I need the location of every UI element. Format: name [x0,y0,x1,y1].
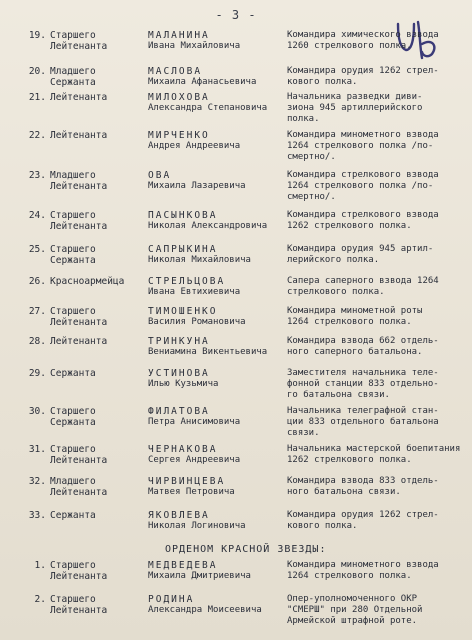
entry-name [148,276,288,298]
entry-number: 1. [34,560,46,571]
entry-name [148,30,288,52]
entry-surname: МАЛАНИНА [148,30,210,41]
award-entry [0,444,472,478]
award-entry [0,170,472,204]
entry-rank: Лейтенанта [50,130,108,141]
entry-position: Заместителя начальника теле- фонной станции 833 отдельно- го батальона связи. [287,368,439,400]
entry-given-names: Николая Александровича [148,221,268,231]
entry-position: Командира стрелкового взвода 1264 стрелкового полка /по- смертно/. [287,170,439,202]
entry-number: 24. [28,210,46,221]
entry-name [148,244,288,266]
award-entry [0,210,472,244]
entry-position: Командира орудия 945 артил- лерийского полка. [287,244,434,265]
entry-surname: ЧИРВИНЦЕВА [148,476,226,487]
entry-rank: Лейтенанта [50,336,108,347]
award-entry [0,368,472,402]
entry-name [148,560,288,582]
entry-rank: Старшего Лейтенанта [50,306,108,328]
entry-number: 31. [28,444,46,455]
entry-surname: ТИМОШЕНКО [148,306,218,317]
entry-position: Сапера саперного взвода 1264 стрелкового полка. [287,276,439,297]
entry-number: 26. [28,276,46,287]
award-entry [0,276,472,310]
award-entry [0,336,472,370]
entry-surname: МЕДВЕДЕВА [148,560,218,571]
entry-position: Командира орудия 1262 стрел- кового полка. [287,510,439,531]
entry-position: Начальника телеграфной стан- ции 833 отдельного батальона связи. [287,406,439,438]
award-entry [0,560,472,594]
entry-surname: ПАСЫНКОВА [148,210,218,221]
entry-number: 20. [28,66,46,77]
entry-number: 25. [28,244,46,255]
entry-rank: Сержанта [50,368,96,379]
entry-given-names: Николая Михайловича [148,255,251,265]
section-heading: ОРДЕНОМ КРАСНОЙ ЗВЕЗДЫ: [165,544,327,555]
entry-name [148,92,288,114]
entry-surname: ТРИНКУНА [148,336,210,347]
entry-position: Опер-уполномоченного ОКР "СМЕРШ" при 280 Отдельной Армейской штрафной роте. [287,594,423,626]
entry-position: Командира минометного взвода 1264 стрелкового полка /по- смертно/. [287,130,439,162]
entry-rank: Младшего Лейтенанта [50,476,108,498]
entry-surname: ЧЕРНАКОВА [148,444,218,455]
entry-position: Командира минометного взвода 1264 стрелкового полка. [287,560,439,581]
entry-given-names: Михаила Лазаревича [148,181,246,191]
entry-name [148,594,288,616]
entry-surname: СТРЕЛЬЦОВА [148,276,226,287]
entry-surname: ОВА [148,170,172,181]
entry-position: Командира орудия 1262 стрел- кового полка. [287,66,439,87]
entry-number: 23. [28,170,46,181]
entry-given-names: Александра Степановича [148,103,268,113]
entry-position: Начальника мастерской боепитания 1262 стрелкового полка. [287,444,461,465]
entry-rank: Старшего Лейтенанта [50,210,108,232]
entry-rank: Красноармейца [50,276,125,287]
entry-name [148,336,288,358]
entry-position: Начальника разведки диви- зиона 945 артиллерийского полка. [287,92,423,124]
entry-name [148,170,288,192]
entry-number: 28. [28,336,46,347]
award-entry [0,130,472,164]
entry-number: 29. [28,368,46,379]
entry-given-names: Ивана Евтихиевича [148,287,241,297]
entry-surname: МИЛОХОВА [148,92,210,103]
entry-number: 19. [28,30,46,41]
award-entry [0,594,472,628]
entry-number: 21. [28,92,46,103]
entry-given-names: Михаила Афанасьевича [148,77,257,87]
entry-position: Командира стрелкового взвода 1262 стрелкового полка. [287,210,439,231]
entry-number: 22. [28,130,46,141]
entry-given-names: Ивана Михайловича [148,41,241,51]
entry-rank: Старшего Лейтенанта [50,444,108,466]
entry-rank: Старшего Сержанта [50,406,96,428]
entry-number: 30. [28,406,46,417]
entry-surname: ЯКОВЛЕВА [148,510,210,521]
entry-name [148,406,288,428]
entry-name [148,368,288,390]
entry-surname: МАСЛОВА [148,66,203,77]
entry-name [148,476,288,498]
entry-surname: РОДИНА [148,594,195,605]
entry-surname: САПРЫКИНА [148,244,218,255]
entry-surname: УСТИНОВА [148,368,210,379]
entry-rank: Старшего Лейтенанта [50,594,108,616]
entry-rank: Лейтенанта [50,92,108,103]
entry-rank: Младшего Сержанта [50,66,96,88]
entry-surname: ФИЛАТОВА [148,406,210,417]
entry-given-names: Александра Моисеевича [148,605,262,615]
entry-given-names: Андрея Андреевича [148,141,241,151]
entry-given-names: Илью Кузьмича [148,379,219,389]
entry-name [148,66,288,88]
entry-position: Командира взвода 833 отдель- ного батальона связи. [287,476,439,497]
entry-position: Командира минометной роты 1264 стрелкового полка. [287,306,423,327]
award-entry [0,476,472,510]
award-entry [0,406,472,440]
entry-name [148,210,288,232]
entry-number: 27. [28,306,46,317]
award-entry [0,306,472,340]
page-number: - 3 - [215,8,257,22]
entry-given-names: Петра Анисимовича [148,417,241,427]
entry-number: 32. [28,476,46,487]
entry-rank: Старшего Лейтенанта [50,560,108,582]
entry-given-names: Вениамина Викентьевича [148,347,268,357]
entry-name [148,510,288,532]
entry-name [148,444,288,466]
entry-name [148,306,288,328]
entry-given-names: Николая Логиновича [148,521,246,531]
entry-rank: Сержанта [50,510,96,521]
award-entry [0,92,472,126]
entry-given-names: Сергея Андреевича [148,455,241,465]
entry-given-names: Матвея Петровича [148,487,235,497]
entry-position: Командира химического взвода 1260 стрелкового полка. [287,30,439,51]
award-entry [0,510,472,544]
entry-rank: Старшего Сержанта [50,244,96,266]
award-entry [0,244,472,278]
entry-rank: Старшего Лейтенанта [50,30,108,52]
entry-number: 2. [34,594,46,605]
entry-surname: МИРЧЕНКО [148,130,210,141]
entry-number: 33. [28,510,46,521]
entry-position: Командира взвода 662 отдель- ного саперного батальона. [287,336,439,357]
award-entry [0,30,472,64]
entry-given-names: Михаила Дмитриевича [148,571,251,581]
entry-given-names: Василия Романовича [148,317,246,327]
entry-name [148,130,288,152]
entry-rank: Младшего Лейтенанта [50,170,108,192]
